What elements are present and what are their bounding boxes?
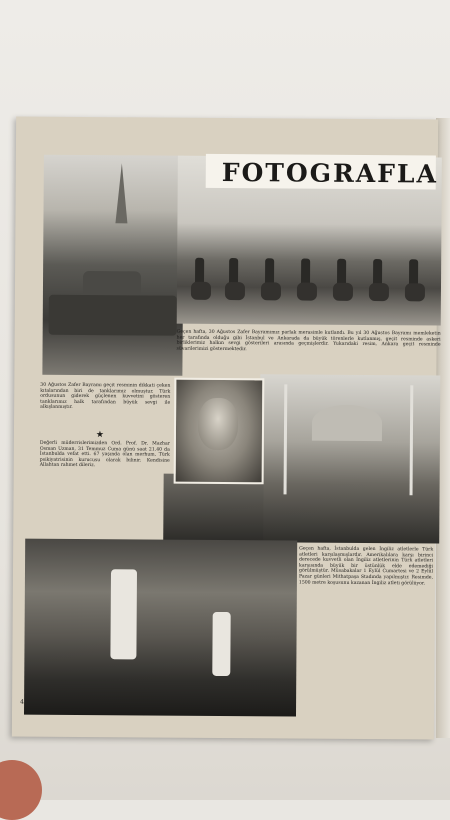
rider bbox=[373, 259, 382, 285]
rider bbox=[409, 259, 418, 285]
rider bbox=[301, 259, 310, 285]
caption-tanks: 30 Ağustos Zafer Bayramı geçit resminin dikkati çeken kıtalarından biri de tanklarımız olmuştur. Türk ordusunun giderek güçlenen kuvvetini gösteren tanklarımız halk tarafından büyük sevgi ile alkışlanmıştır. bbox=[40, 382, 171, 411]
photo-portrait bbox=[174, 378, 265, 485]
horse bbox=[333, 283, 353, 301]
minaret bbox=[284, 384, 288, 494]
page-number: 4 bbox=[20, 698, 24, 706]
photo-mosque-funeral bbox=[259, 374, 440, 543]
rider bbox=[229, 258, 238, 284]
mosque-dome bbox=[312, 405, 382, 441]
separator-star: ★ bbox=[95, 430, 105, 441]
tank-turret bbox=[83, 271, 141, 297]
runner-second bbox=[212, 612, 230, 676]
portrait-face bbox=[198, 398, 238, 450]
church-spire bbox=[115, 163, 127, 223]
caption-athletics: Geçen hafta, İstanbulda gelen İngiliz atletlerle Türk atletleri karşılaşmışlardır. Amerikalılara karşı birinci derecede kuvvetli olan İngiliz atletlerinin Türk atletleri karşısında büyük bir üstünlük elde edemediği görülmüştür. Müsabakalar 1 Eylül Cumartesi ve 2 Eylül Pazar günleri Mithatpaşa Stadında yapılmıştır. Resimde, 1500 metre koşusunu kazanan İngiliz atleti görülüyor. bbox=[298, 546, 434, 586]
horse bbox=[297, 282, 317, 300]
horse bbox=[261, 282, 281, 300]
runner-leading bbox=[110, 569, 137, 659]
horse bbox=[369, 283, 389, 301]
tank-body bbox=[49, 295, 177, 336]
page-title: FOTOGRAFLA bbox=[221, 157, 439, 189]
rider bbox=[337, 259, 346, 285]
photo-athletics-race bbox=[24, 539, 297, 717]
photo-tanks-parade bbox=[42, 155, 184, 376]
minaret bbox=[410, 385, 414, 495]
magazine-page bbox=[12, 117, 441, 740]
caption-cavalry: Geçen hafta, 30 Ağustos Zafer Bayramımız parlak merasimle kutlandı. Bu yıl 30 Ağustos Bayramı memleketin her tarafında olduğu gibi İstanbul ve Ankarada da büyük törenlerle kutlanmış, geçit resminde askeri birliklerimiz halkın sevgi gösterileri arasında geçmişlerdir. Yukarıdaki resim, Ankara geçit resminde süvarilerimizi göstermektedir. bbox=[176, 329, 441, 352]
rider bbox=[265, 258, 274, 284]
horse bbox=[405, 283, 425, 301]
horse bbox=[225, 282, 245, 300]
rider bbox=[195, 258, 204, 284]
horse bbox=[191, 282, 211, 300]
caption-obituary: Değerli müderrislerimizden Ord. Prof. Dr. Mazhar Osman Uzman, 31 Temmuz Cuma günü saat 21.40 da İstanbulda vefat etti. 67 yaşında olan merhum, Türk psikiyatrisinin kurucusu olarak bilinir. Kendisine Allahtan rahmet dileriz. bbox=[39, 440, 170, 469]
